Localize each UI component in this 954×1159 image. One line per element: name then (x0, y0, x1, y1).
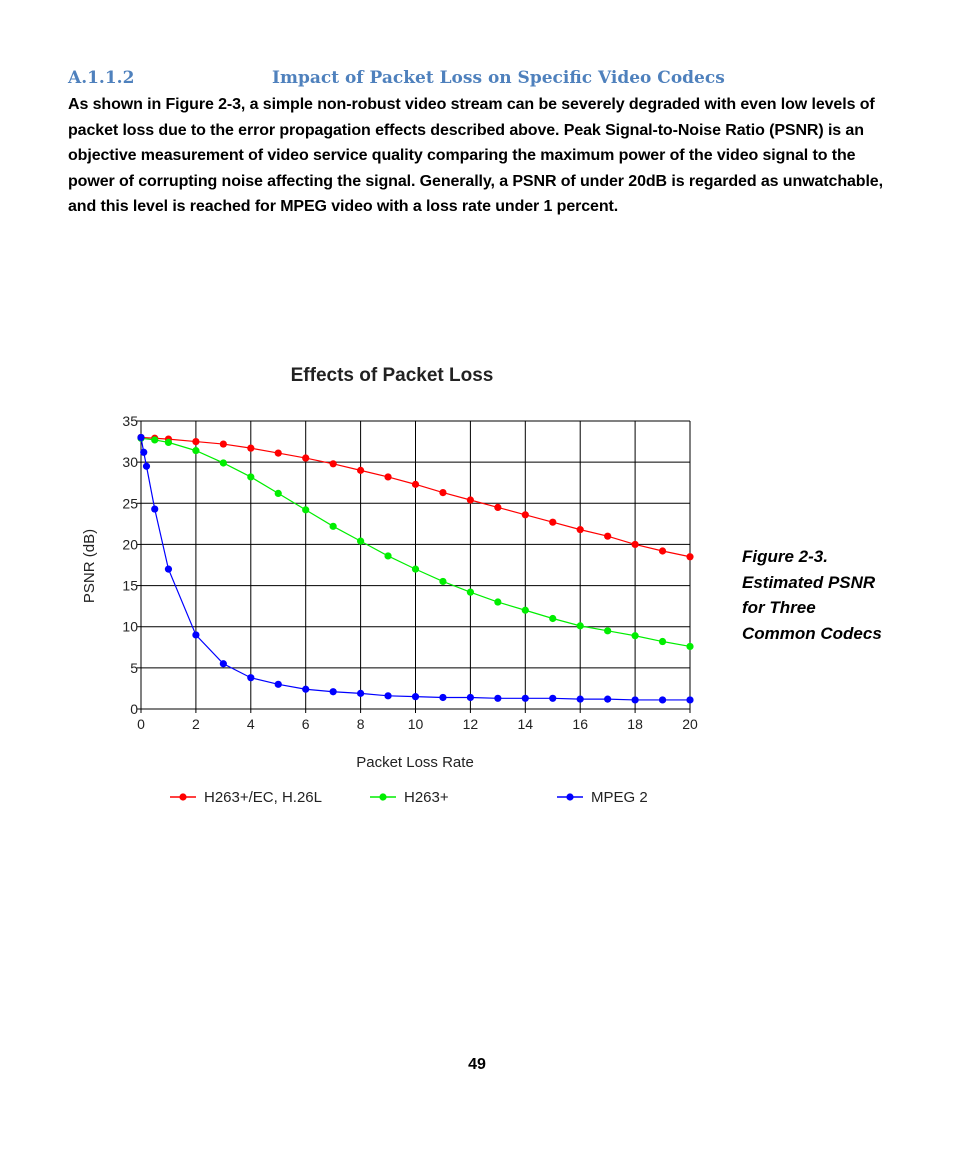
legend-marker-2 (379, 793, 386, 800)
caption-line-4: Common Codecs (742, 623, 882, 643)
series-2-point-10 (384, 552, 391, 559)
series-3-point-3 (151, 505, 158, 512)
page-number: 49 (468, 1056, 486, 1073)
x-axis-label: Packet Loss Rate (356, 754, 474, 771)
series-2-point-13 (467, 589, 474, 596)
series-3-point-17 (522, 695, 529, 702)
series-2-point-8 (330, 523, 337, 530)
y-tick-label-25: 25 (122, 495, 138, 512)
series-1-point-20 (659, 547, 666, 554)
series-1-point-21 (686, 553, 693, 560)
series-1-point-7 (302, 454, 309, 461)
series-3-point-18 (549, 695, 556, 702)
series-3-point-2 (143, 463, 150, 470)
chart-legend (170, 789, 648, 806)
series-3-point-22 (659, 696, 666, 703)
series-1-point-9 (357, 467, 364, 474)
series-3-point-12 (384, 692, 391, 699)
y-axis-label: PSNR (dB) (81, 528, 98, 604)
series-1-point-8 (330, 460, 337, 467)
series-3-point-19 (577, 696, 584, 703)
series-2-point-14 (494, 598, 501, 605)
y-tick-label-30: 30 (122, 454, 138, 471)
body-paragraph: As shown in Figure 2-3, a simple non-robust video stream can be severely degraded with even low levels of packet loss due to the error propagation effects described above. Peak Signal-to-Noise Ratio (PSNR) is an objective measurement of video service quality comparing the maximum power of the video signal to the power of corrupting noise affecting the signal. Generally, a PSNR of under 20dB is regarded as unwatchable, and this level is reached for MPEG video with a loss rate under 1 percent. (68, 96, 883, 216)
x-tick-label-14: 14 (517, 716, 534, 732)
y-tick-label-20: 20 (122, 536, 138, 553)
series-1-point-4 (220, 440, 227, 447)
series-2-point-12 (439, 578, 446, 585)
series-3-point-21 (632, 696, 639, 703)
series-1-point-15 (522, 511, 529, 518)
series-3-point-9 (302, 686, 309, 693)
series-2-point-1 (151, 436, 158, 443)
series-3-point-8 (275, 681, 282, 688)
y-tick-label-5: 5 (130, 659, 138, 676)
legend-marker-1 (179, 793, 186, 800)
y-tick-label-0: 0 (130, 701, 138, 717)
section-number: A.1.1.2 (68, 68, 135, 88)
series-3-point-4 (165, 566, 172, 573)
series-3-point-15 (467, 694, 474, 701)
legend-label-1: H263+/EC, H.26L (204, 789, 322, 806)
chart-axes (122, 413, 698, 732)
series-1-point-10 (384, 473, 391, 480)
legend-label-3: MPEG 2 (591, 789, 648, 806)
series-1-point-12 (439, 489, 446, 496)
series-2-point-9 (357, 538, 364, 545)
series-2-point-20 (659, 638, 666, 645)
series-3-point-16 (494, 695, 501, 702)
x-tick-label-20: 20 (682, 716, 698, 732)
x-tick-label-10: 10 (407, 716, 424, 732)
series-3-point-6 (220, 660, 227, 667)
series-1-point-16 (549, 519, 556, 526)
x-tick-label-4: 4 (246, 716, 255, 732)
section-title: Impact of Packet Loss on Specific Video Codecs (272, 68, 725, 88)
series-3-point-7 (247, 674, 254, 681)
series-3-point-1 (140, 449, 147, 456)
series-3-point-11 (357, 690, 364, 697)
y-tick-label-10: 10 (122, 618, 138, 635)
series-2-point-17 (577, 622, 584, 629)
legend-label-2: H263+ (404, 789, 449, 806)
caption-line-2: Estimated PSNR (742, 572, 876, 592)
caption-line-1: Figure 2-3. (742, 547, 828, 566)
series-1-point-18 (604, 533, 611, 540)
series-2-point-6 (275, 490, 282, 497)
series-2-point-11 (412, 566, 419, 573)
series-3-point-10 (330, 688, 337, 695)
psnr-line-chart (60, 350, 720, 820)
series-2-point-16 (549, 615, 556, 622)
series-3-point-23 (686, 696, 693, 703)
x-tick-label-0: 0 (137, 716, 145, 732)
series-2-point-5 (247, 473, 254, 480)
series-2-point-18 (604, 627, 611, 634)
y-tick-label-35: 35 (122, 413, 138, 429)
legend-marker-3 (566, 793, 573, 800)
series-2-point-21 (686, 643, 693, 650)
series-2-point-2 (165, 439, 172, 446)
series-3-point-14 (439, 694, 446, 701)
x-tick-label-16: 16 (572, 716, 588, 732)
series-1-point-5 (247, 445, 254, 452)
x-tick-label-6: 6 (301, 716, 310, 732)
x-tick-label-2: 2 (192, 716, 200, 732)
series-2-point-19 (632, 632, 639, 639)
series-3-point-13 (412, 693, 419, 700)
series-3-point-0 (137, 434, 144, 441)
section-heading (68, 68, 888, 88)
series-2-point-4 (220, 459, 227, 466)
series-3-point-5 (192, 631, 199, 638)
caption-line-3: for Three (742, 598, 816, 617)
x-tick-label-8: 8 (356, 716, 365, 732)
series-1-point-13 (467, 496, 474, 503)
series-1-point-17 (577, 526, 584, 533)
series-2-point-3 (192, 447, 199, 454)
series-2-point-7 (302, 506, 309, 513)
series-1-point-6 (275, 449, 282, 456)
x-tick-label-12: 12 (462, 716, 479, 732)
series-1-point-14 (494, 504, 501, 511)
series-1-point-3 (192, 438, 199, 445)
y-tick-label-15: 15 (122, 577, 138, 594)
series-3-point-20 (604, 696, 611, 703)
figure-caption (742, 544, 932, 646)
chart-title: Effects of Packet Loss (290, 365, 494, 386)
series-2-point-15 (522, 607, 529, 614)
series-1-point-19 (632, 541, 639, 548)
x-tick-label-18: 18 (627, 716, 643, 732)
series-1-point-11 (412, 481, 419, 488)
